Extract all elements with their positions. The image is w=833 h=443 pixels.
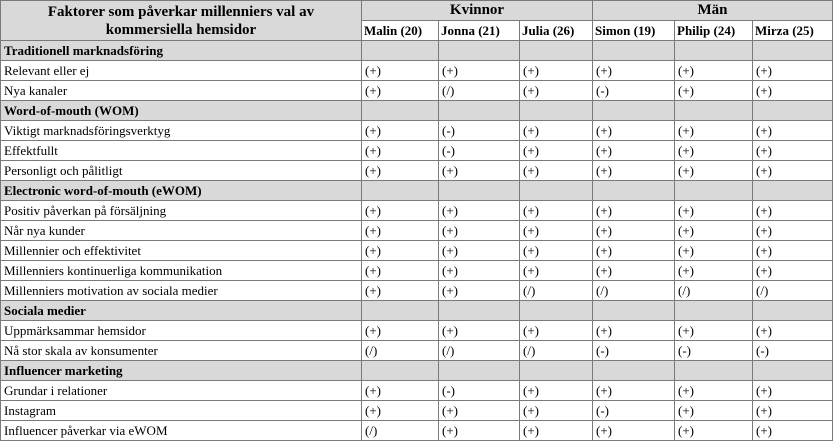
answer-cell: (+) bbox=[753, 401, 833, 421]
answer-cell: (-) bbox=[593, 81, 675, 101]
factor-label: Grundar i relationer bbox=[1, 381, 362, 401]
section-empty-cell bbox=[593, 301, 675, 321]
factor-label: Effektfullt bbox=[1, 141, 362, 161]
section-empty-cell bbox=[593, 41, 675, 61]
answer-cell: (+) bbox=[362, 261, 439, 281]
answer-cell: (+) bbox=[439, 221, 520, 241]
respondent-header: Jonna (21) bbox=[439, 21, 520, 41]
section-row bbox=[1, 181, 833, 201]
answer-cell: (+) bbox=[520, 321, 593, 341]
answer-cell: (+) bbox=[439, 61, 520, 81]
section-empty-cell bbox=[439, 181, 520, 201]
answer-cell: (-) bbox=[439, 141, 520, 161]
section-empty-cell bbox=[520, 301, 593, 321]
answer-cell: (+) bbox=[675, 161, 753, 181]
section-title: Word-of-mouth (WOM) bbox=[1, 101, 362, 121]
section-empty-cell bbox=[520, 41, 593, 61]
answer-cell: (+) bbox=[439, 321, 520, 341]
table-row bbox=[1, 281, 833, 301]
section-empty-cell bbox=[439, 361, 520, 381]
answer-cell: (+) bbox=[675, 241, 753, 261]
section-empty-cell bbox=[675, 181, 753, 201]
respondent-header: Philip (24) bbox=[675, 21, 753, 41]
answer-cell: (/) bbox=[362, 421, 439, 441]
section-empty-cell bbox=[362, 41, 439, 61]
section-title: Traditionell marknadsföring bbox=[1, 41, 362, 61]
section-title: Electronic word-of-mouth (eWOM) bbox=[1, 181, 362, 201]
section-row bbox=[1, 101, 833, 121]
answer-cell: (+) bbox=[362, 281, 439, 301]
answer-cell: (+) bbox=[362, 161, 439, 181]
section-empty-cell bbox=[362, 181, 439, 201]
factor-label: Viktigt marknadsföringsverktyg bbox=[1, 121, 362, 141]
section-row bbox=[1, 301, 833, 321]
answer-cell: (+) bbox=[362, 61, 439, 81]
section-empty-cell bbox=[593, 101, 675, 121]
table-row bbox=[1, 381, 833, 401]
section-empty-cell bbox=[753, 101, 833, 121]
answer-cell: (+) bbox=[520, 261, 593, 281]
answer-cell: (/) bbox=[439, 81, 520, 101]
factor-label: Millennier och effektivitet bbox=[1, 241, 362, 261]
answer-cell: (+) bbox=[362, 121, 439, 141]
section-empty-cell bbox=[675, 101, 753, 121]
section-empty-cell bbox=[520, 181, 593, 201]
answer-cell: (+) bbox=[439, 201, 520, 221]
section-empty-cell bbox=[362, 301, 439, 321]
answer-cell: (+) bbox=[439, 421, 520, 441]
table-row bbox=[1, 421, 833, 441]
answer-cell: (+) bbox=[439, 261, 520, 281]
answer-cell: (+) bbox=[520, 61, 593, 81]
answer-cell: (/) bbox=[439, 341, 520, 361]
answer-cell: (+) bbox=[675, 321, 753, 341]
table-row bbox=[1, 201, 833, 221]
respondent-header: Mirza (25) bbox=[753, 21, 833, 41]
answer-cell: (+) bbox=[362, 381, 439, 401]
table-row bbox=[1, 261, 833, 281]
answer-cell: (/) bbox=[593, 281, 675, 301]
answer-cell: (+) bbox=[753, 161, 833, 181]
answer-cell: (+) bbox=[675, 221, 753, 241]
table-body bbox=[1, 41, 833, 441]
section-empty-cell bbox=[753, 301, 833, 321]
table-row bbox=[1, 141, 833, 161]
factor-label: Personligt och pålitligt bbox=[1, 161, 362, 181]
section-empty-cell bbox=[362, 101, 439, 121]
factor-label: Instagram bbox=[1, 401, 362, 421]
answer-cell: (+) bbox=[593, 61, 675, 81]
answer-cell: (+) bbox=[520, 121, 593, 141]
answer-cell: (+) bbox=[362, 401, 439, 421]
factor-label: Influencer påverkar via eWOM bbox=[1, 421, 362, 441]
answer-cell: (+) bbox=[675, 81, 753, 101]
answer-cell: (+) bbox=[593, 421, 675, 441]
answer-cell: (+) bbox=[675, 381, 753, 401]
answer-cell: (+) bbox=[520, 81, 593, 101]
answer-cell: (/) bbox=[362, 341, 439, 361]
answer-cell: (/) bbox=[520, 281, 593, 301]
answer-cell: (+) bbox=[362, 201, 439, 221]
answer-cell: (+) bbox=[753, 261, 833, 281]
table-row bbox=[1, 221, 833, 241]
answer-cell: (+) bbox=[593, 121, 675, 141]
factor-label: Millenniers motivation av sociala medier bbox=[1, 281, 362, 301]
table-title: Faktorer som påverkar millenniers val av kommersiella hemsidor bbox=[1, 1, 362, 41]
section-empty-cell bbox=[675, 41, 753, 61]
answer-cell: (+) bbox=[362, 241, 439, 261]
answer-cell: (+) bbox=[593, 161, 675, 181]
factor-label: Uppmärksammar hemsidor bbox=[1, 321, 362, 341]
answer-cell: (+) bbox=[520, 241, 593, 261]
answer-cell: (+) bbox=[753, 81, 833, 101]
section-empty-cell bbox=[753, 361, 833, 381]
table-row bbox=[1, 321, 833, 341]
answer-cell: (+) bbox=[753, 421, 833, 441]
answer-cell: (+) bbox=[520, 141, 593, 161]
answer-cell: (+) bbox=[593, 221, 675, 241]
answer-cell: (+) bbox=[753, 221, 833, 241]
factor-label: Når nya kunder bbox=[1, 221, 362, 241]
answer-cell: (+) bbox=[520, 201, 593, 221]
answer-cell: (-) bbox=[439, 381, 520, 401]
answer-cell: (+) bbox=[675, 141, 753, 161]
section-empty-cell bbox=[439, 301, 520, 321]
respondent-header: Simon (19) bbox=[593, 21, 675, 41]
factor-label: Millenniers kontinuerliga kommunikation bbox=[1, 261, 362, 281]
table-row bbox=[1, 81, 833, 101]
answer-cell: (+) bbox=[593, 381, 675, 401]
section-empty-cell bbox=[753, 41, 833, 61]
answer-cell: (+) bbox=[439, 401, 520, 421]
answer-cell: (+) bbox=[675, 421, 753, 441]
answer-cell: (+) bbox=[753, 381, 833, 401]
section-empty-cell bbox=[439, 41, 520, 61]
factor-label: Positiv påverkan på försäljning bbox=[1, 201, 362, 221]
section-empty-cell bbox=[753, 181, 833, 201]
factor-label: Nya kanaler bbox=[1, 81, 362, 101]
answer-cell: (+) bbox=[753, 141, 833, 161]
table-row bbox=[1, 121, 833, 141]
answer-cell: (+) bbox=[675, 121, 753, 141]
factor-label: Relevant eller ej bbox=[1, 61, 362, 81]
answer-cell: (+) bbox=[593, 141, 675, 161]
answer-cell: (+) bbox=[753, 61, 833, 81]
answer-cell: (/) bbox=[520, 341, 593, 361]
table-row bbox=[1, 61, 833, 81]
answer-cell: (+) bbox=[675, 201, 753, 221]
answer-cell: (+) bbox=[520, 381, 593, 401]
answer-cell: (+) bbox=[753, 201, 833, 221]
table-row bbox=[1, 341, 833, 361]
section-row bbox=[1, 361, 833, 381]
section-empty-cell bbox=[593, 361, 675, 381]
answer-cell: (+) bbox=[675, 261, 753, 281]
answer-cell: (-) bbox=[593, 341, 675, 361]
table-row bbox=[1, 241, 833, 261]
table-row bbox=[1, 161, 833, 181]
answer-cell: (+) bbox=[520, 161, 593, 181]
section-empty-cell bbox=[362, 361, 439, 381]
group-header-women: Kvinnor bbox=[362, 1, 593, 21]
answer-cell: (+) bbox=[753, 241, 833, 261]
section-title: Influencer marketing bbox=[1, 361, 362, 381]
answer-cell: (+) bbox=[675, 401, 753, 421]
section-empty-cell bbox=[520, 361, 593, 381]
respondent-header: Julia (26) bbox=[520, 21, 593, 41]
group-header-men: Män bbox=[593, 1, 833, 21]
answer-cell: (+) bbox=[362, 141, 439, 161]
answer-cell: (-) bbox=[753, 341, 833, 361]
answer-cell: (-) bbox=[439, 121, 520, 141]
answer-cell: (+) bbox=[520, 401, 593, 421]
section-title: Sociala medier bbox=[1, 301, 362, 321]
answer-cell: (+) bbox=[593, 201, 675, 221]
answer-cell: (+) bbox=[362, 321, 439, 341]
answer-cell: (+) bbox=[439, 241, 520, 261]
answer-cell: (+) bbox=[593, 261, 675, 281]
section-empty-cell bbox=[439, 101, 520, 121]
answer-cell: (+) bbox=[520, 421, 593, 441]
section-empty-cell bbox=[675, 361, 753, 381]
answer-cell: (-) bbox=[675, 341, 753, 361]
answer-cell: (+) bbox=[439, 161, 520, 181]
answer-cell: (+) bbox=[593, 321, 675, 341]
answer-cell: (/) bbox=[753, 281, 833, 301]
factor-label: Nå stor skala av konsumenter bbox=[1, 341, 362, 361]
section-empty-cell bbox=[520, 101, 593, 121]
answer-cell: (/) bbox=[675, 281, 753, 301]
table-row bbox=[1, 401, 833, 421]
answer-cell: (+) bbox=[753, 121, 833, 141]
answer-cell: (+) bbox=[675, 61, 753, 81]
answer-cell: (-) bbox=[593, 401, 675, 421]
section-empty-cell bbox=[675, 301, 753, 321]
answer-cell: (+) bbox=[439, 281, 520, 301]
section-empty-cell bbox=[593, 181, 675, 201]
answer-cell: (+) bbox=[520, 221, 593, 241]
answer-cell: (+) bbox=[753, 321, 833, 341]
answer-cell: (+) bbox=[362, 221, 439, 241]
answer-cell: (+) bbox=[362, 81, 439, 101]
respondent-header: Malin (20) bbox=[362, 21, 439, 41]
answer-cell: (+) bbox=[593, 241, 675, 261]
section-row bbox=[1, 41, 833, 61]
